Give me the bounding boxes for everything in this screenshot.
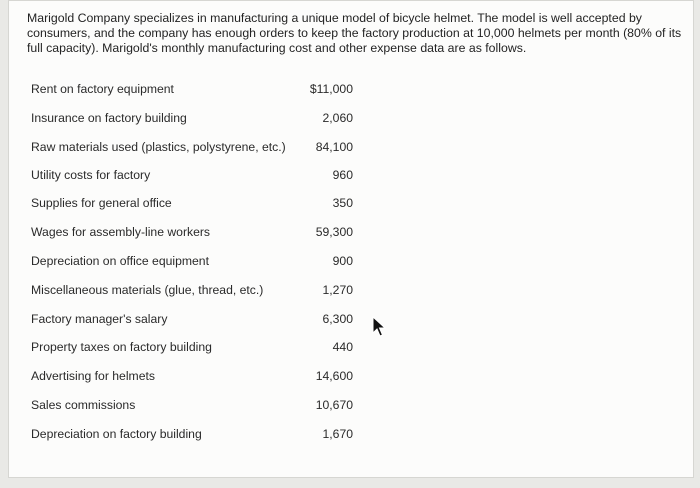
expense-row (9, 309, 695, 329)
expense-value: 900 (332, 254, 353, 268)
expense-label: Advertising for helmets (31, 369, 155, 383)
expense-row (9, 79, 695, 99)
expense-value: 1,670 (322, 427, 353, 441)
problem-intro: Marigold Company specializes in manufacturing a unique model of bicycle helmet. The model is well accepted by consumers, and the company has enough orders to keep the factory production at 10,000 helmets per month (80% of its full capacity). Marigold's monthly manufacturing cost and other expense data are as follows. (27, 11, 682, 55)
expense-label: Sales commissions (31, 398, 136, 412)
problem-card (8, 0, 694, 478)
expense-row (9, 222, 695, 242)
expense-row (9, 337, 695, 357)
expense-value: 440 (332, 340, 353, 354)
expense-label: Insurance on factory building (31, 111, 187, 125)
expense-row (9, 165, 695, 185)
expense-value: 84,100 (315, 140, 353, 154)
expense-row (9, 251, 695, 271)
expense-label: Supplies for general office (31, 196, 172, 210)
mouse-cursor-icon (372, 316, 388, 338)
expense-list (9, 1, 695, 479)
expense-row (9, 193, 695, 213)
expense-label: Property taxes on factory building (31, 340, 212, 354)
expense-value: 2,060 (322, 111, 353, 125)
expense-label: Depreciation on factory building (31, 427, 202, 441)
expense-value: 59,300 (315, 225, 353, 239)
expense-value: 6,300 (322, 312, 353, 326)
expense-value: 1,270 (322, 283, 353, 297)
expense-label: Raw materials used (plastics, polystyrene, etc.) (31, 140, 286, 154)
expense-row (9, 395, 695, 415)
expense-value: 960 (332, 168, 353, 182)
expense-row (9, 424, 695, 444)
expense-label: Miscellaneous materials (glue, thread, etc.) (31, 283, 264, 297)
expense-value: 10,670 (315, 398, 353, 412)
expense-row (9, 366, 695, 386)
expense-row (9, 280, 695, 300)
expense-value: 14,600 (315, 369, 353, 383)
expense-label: Depreciation on office equipment (31, 254, 209, 268)
expense-row (9, 108, 695, 128)
expense-value: $11,000 (309, 82, 353, 96)
expense-label: Utility costs for factory (31, 168, 151, 182)
expense-value: 350 (332, 196, 353, 210)
expense-label: Rent on factory equipment (31, 82, 174, 96)
expense-row (9, 137, 695, 157)
expense-label: Factory manager's salary (31, 312, 168, 326)
expense-label: Wages for assembly-line workers (31, 225, 211, 239)
